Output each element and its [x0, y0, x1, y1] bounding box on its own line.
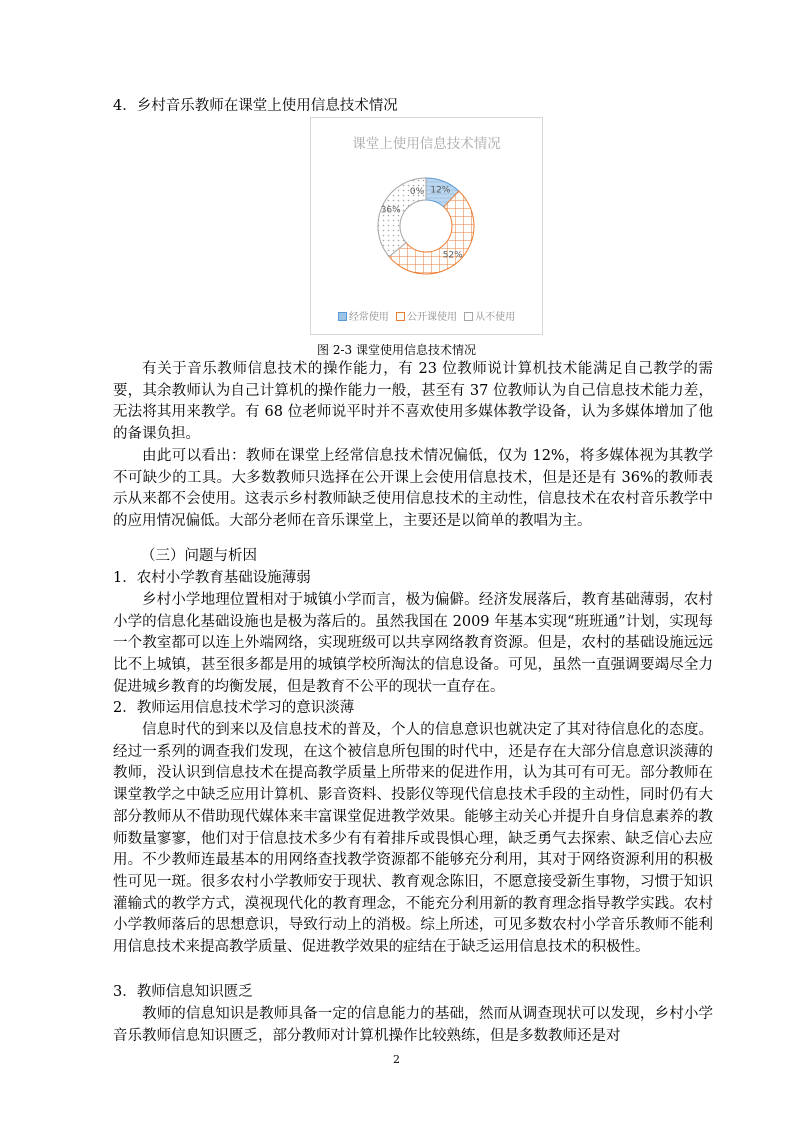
sub1-body	[113, 590, 713, 699]
paragraph: 由此可以看出：教师在课堂上经常信息技术情况偏低，仅为 12%，将多媒体视为其教学不可缺少的工具。大多数教师只选择在公开课上会使用信息技术，但是还是有 36%的教师表示从来都不会使用。这表示乡村教师缺乏使用信息技术的主动性，信息技术在农村音乐教学中的应用情况偏低。大部分老师在音乐课堂上，主要还是以简单的教唱为主。	[113, 447, 713, 529]
paragraph: 信息时代的到来以及信息技术的普及，个人的信息意识也就决定了其对待信息化的态度。经过一系列的调查我们发现，在这个被信息所包围的时代中，还是存在大部分信息意识淡薄的教师，没认识到信息技术在提高教学质量上所带来的促进作用，认为其可有可无。部分教师在课堂教学之中缺乏应用计算机、影音资料、投影仪等现代信息技术手段的主动性，同时仍有大部分教师从不借助现代媒体来丰富课堂促进教学效果。能够主动关心并提升自身信息素养的教师数量寥寥，他们对于信息技术多少有有着排斥或畏惧心理，缺乏勇气去探索、缺乏信心去应用。不少教师连最基本的用网络查找教学资源都不能够充分利用，其对于网络资源利用的积极性可见一斑。很多农村小学教师安于现状、教育观念陈旧，不愿意接受新生事物，习惯于知识灌输式的教学方式，漠视现代化的教育理念，不能充分利用新的教育理念指导教学实践。农村小学教师落后的思想意识，导致行动上的消极。综上所述，可见多数农村小学音乐教师不能利用信息技术来提高教学质量、促进教学效果的症结在于缺乏运用信息技术的积极性。	[113, 722, 713, 956]
paragraph: 教师的信息知识是教师具备一定的信息能力的基础，然而从调查现状可以发现，乡村小学音乐教师信息知识匮乏，部分教师对计算机操作比较熟练，但是多数教师还是对	[113, 1006, 713, 1044]
legend-item-open-class	[396, 308, 457, 323]
paragraph: 有关于音乐教师信息技术的操作能力，有 23 位教师说计算机技术能满足自己教学的需要，其余教师认为自己计算机的操作能力一般，甚至有 37 位教师认为自己信息技术能力差，无法将其用来教学。有 68 位老师说平时并不喜欢使用多媒体教学设备，认为多媒体增加了他的备课负担。	[113, 361, 713, 443]
donut-chart-svg	[311, 128, 542, 308]
section4-heading: 4．乡村音乐教师在课堂上使用信息技术情况	[113, 98, 398, 114]
legend-label-frequent: 经常使用	[348, 312, 389, 323]
legend-label-open-class: 公开课使用	[407, 312, 457, 323]
sub2-body	[113, 720, 713, 959]
sub1-heading: 1．农村小学教育基础设施薄弱	[113, 570, 311, 586]
page-number: 2	[393, 1053, 400, 1066]
legend-item-frequent	[338, 308, 389, 323]
legend-swatch-never	[464, 312, 473, 321]
sub3-body	[113, 1004, 713, 1047]
legend-item-never	[464, 308, 515, 323]
label-zero: 0%	[409, 187, 425, 197]
legend-swatch-frequent	[338, 312, 347, 321]
top-paragraphs	[113, 359, 713, 533]
label-open-class: 52%	[442, 250, 463, 261]
sub3-heading: 3．教师信息知识匮乏	[113, 984, 253, 1000]
donut-chart	[310, 117, 543, 335]
legend-swatch-open-class	[396, 312, 405, 321]
chart-legend	[311, 308, 542, 323]
figure-caption: 图 2-3 课堂使用信息技术情况	[317, 343, 476, 357]
sub2-heading: 2．教师运用信息技术学习的意识淡薄	[113, 700, 355, 716]
label-frequent: 12%	[430, 185, 451, 196]
section3-heading: （三）问题与析因	[141, 548, 257, 564]
chart-title: 课堂上使用信息技术情况	[352, 136, 501, 152]
paragraph: 乡村小学地理位置相对于城镇小学而言，极为偏僻。经济发展落后，教育基础薄弱，农村小学的信息化基础设施也是极为落后的。虽然我国在 2009 年基本实现“班班通”计划，实现每一个教室都可以连上外端网络，实现班级可以共享网络教育资源。但是，农村的基础设施远远比不上城镇，甚至很多都是用的城镇学校所淘汰的信息设备。可见，虽然一直强调要竭尽全力促进城乡教育的均衡发展，但是教育不公平的现状一直存在。	[113, 592, 713, 695]
legend-label-never: 从不使用	[475, 312, 516, 323]
label-never: 36%	[380, 205, 401, 216]
